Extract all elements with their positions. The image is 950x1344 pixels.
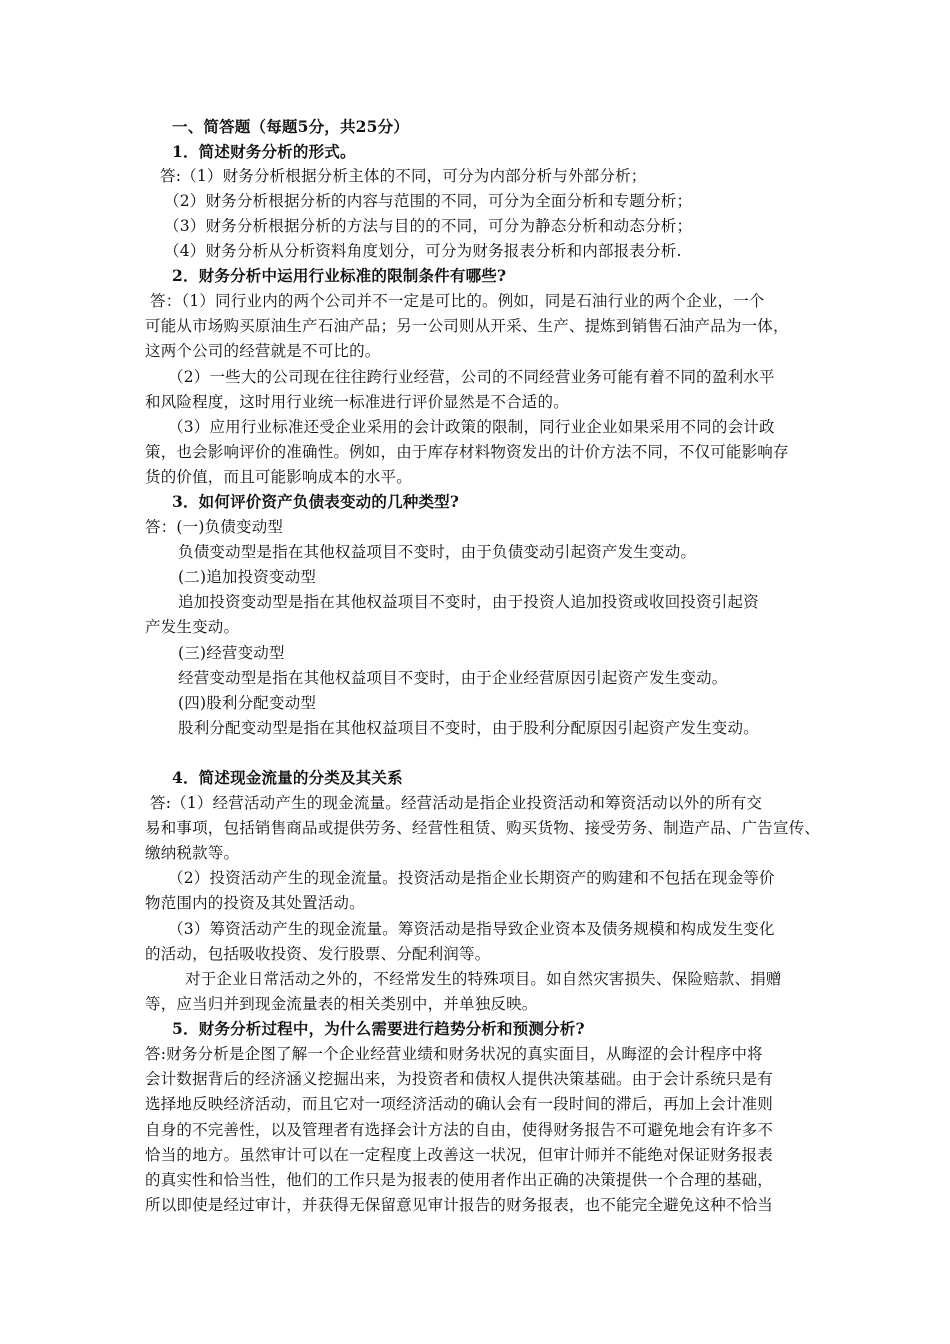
question-heading: 5．财务分析过程中，为什么需要进行趋势分析和预测分析?: [172, 1019, 585, 1038]
answer-text-line: 答:（1）经营活动产生的现金流量。经营活动是指企业投资活动和筹资活动以外的所有交: [150, 794, 763, 812]
answer-text-line: （3）应用行业标准还受企业采用的会计政策的限制，同行业企业如果采用不同的会计政: [168, 418, 775, 436]
answer-text-line: 自身的不完善性，以及管理者有选择会计方法的自由，使得财务报告不可避免地会有许多不: [145, 1121, 774, 1139]
answer-text-line: （3）筹资活动产生的现金流量。筹资活动是指导致企业资本及债务规模和构成发生变化: [168, 920, 775, 938]
answer-text-line: （3）财务分析根据分析的方法与目的的不同，可分为静态分析和动态分析；: [164, 217, 693, 235]
answer-text-line: 选择地反映经济活动，而且它对一项经济活动的确认会有一段时间的滞后，再加上会计准则: [145, 1095, 774, 1113]
answer-text-line: 答：(一)负债变动型: [145, 518, 284, 536]
answer-text-line: 答:（1）财务分析根据分析主体的不同，可分为内部分析与外部分析；: [160, 167, 647, 185]
answer-text-line: 等，应当归并到现金流量表的相关类别中，并单独反映。: [145, 995, 538, 1013]
answer-text-line: 可能从市场购买原油生产石油产品；另一公司则从开采、生产、提炼到销售石油产品为一体，: [145, 317, 789, 335]
answer-text-line: 缴纳税款等。: [145, 844, 240, 862]
answer-text-line: 货的价值，而且可能影响成本的水平。: [145, 468, 412, 486]
question-heading: 3．如何评价资产负债表变动的几种类型?: [172, 492, 460, 511]
answer-text-line: 这两个公司的经营就是不可比的。: [145, 342, 381, 360]
answer-text-line: 追加投资变动型是指在其他权益项目不变时，由于投资人追加投资或收回投资引起资: [178, 593, 759, 611]
answer-text-line: 恰当的地方。虽然审计可以在一定程度上改善这一状况，但审计师并不能绝对保证财务报表: [145, 1146, 774, 1164]
answer-text-line: （2）投资活动产生的现金流量。投资活动是指企业长期资产的购建和不包括在现金等价: [168, 869, 775, 887]
answer-text-line: 会计数据背后的经济涵义挖掘出来，为投资者和债权人提供决策基础。由于会计系统只是有: [145, 1070, 774, 1088]
question-heading: 4．简述现金流量的分类及其关系: [172, 768, 403, 787]
question-heading: 一、简答题（每题5分，共25分）: [172, 117, 410, 136]
answer-text-line: (四)股利分配变动型: [178, 694, 317, 712]
answer-text-line: 答:财务分析是企图了解一个企业经营业绩和财务状况的真实面目，从晦涩的会计程序中将: [145, 1045, 763, 1063]
answer-text-line: （4）财务分析从分析资料角度划分，可分为财务报表分析和内部报表分析.: [164, 242, 682, 260]
answer-text-line: 对于企业日常活动之外的，不经常发生的特殊项目。如自然灾害损失、保险赔款、捐赠: [185, 970, 782, 988]
answer-text-line: 所以即使是经过审计，并获得无保留意见审计报告的财务报表，也不能完全避免这种不恰当: [145, 1196, 774, 1214]
answer-text-line: 经营变动型是指在其他权益项目不变时，由于企业经营原因引起资产发生变动。: [178, 669, 728, 687]
answer-text-line: 产发生变动。: [145, 618, 240, 636]
question-heading: 2．财务分析中运用行业标准的限制条件有哪些?: [172, 266, 507, 285]
answer-text-line: 的活动，包括吸收投资、发行股票、分配利润等。: [145, 945, 491, 963]
answer-text-line: （2）财务分析根据分析的内容与范围的不同，可分为全面分析和专题分析；: [164, 192, 693, 210]
answer-text-line: 物范围内的投资及其处置活动。: [145, 894, 365, 912]
answer-text-line: （2）一些大的公司现在往往跨行业经营，公司的不同经营业务可能有着不同的盈利水平: [168, 368, 775, 386]
answer-text-line: 易和事项，包括销售商品或提供劳务、经营性租赁、购买货物、接受劳务、制造产品、广告宣传、: [145, 819, 821, 837]
answer-text-line: 股利分配变动型是指在其他权益项目不变时，由于股利分配原因引起资产发生变动。: [178, 719, 759, 737]
answer-text-line: (二)追加投资变动型: [178, 568, 317, 586]
question-heading: 1．简述财务分析的形式。: [172, 142, 356, 161]
answer-text-line: (三)经营变动型: [178, 644, 285, 662]
answer-text-line: 负债变动型是指在其他权益项目不变时，由于负债变动引起资产发生变动。: [178, 543, 697, 561]
answer-text-line: 和风险程度，这时用行业统一标准进行评价显然是不合适的。: [145, 393, 569, 411]
answer-text-line: 策，也会影响评价的准确性。例如，由于库存材料物资发出的计价方法不同，不仅可能影响存: [145, 443, 789, 461]
answer-text-line: 答：（1）同行业内的两个公司并不一定是可比的。例如，同是石油行业的两个企业，一个: [150, 292, 765, 310]
answer-text-line: 的真实性和恰当性，他们的工作只是为报表的使用者作出正确的决策提供一个合理的基础，: [145, 1171, 774, 1189]
